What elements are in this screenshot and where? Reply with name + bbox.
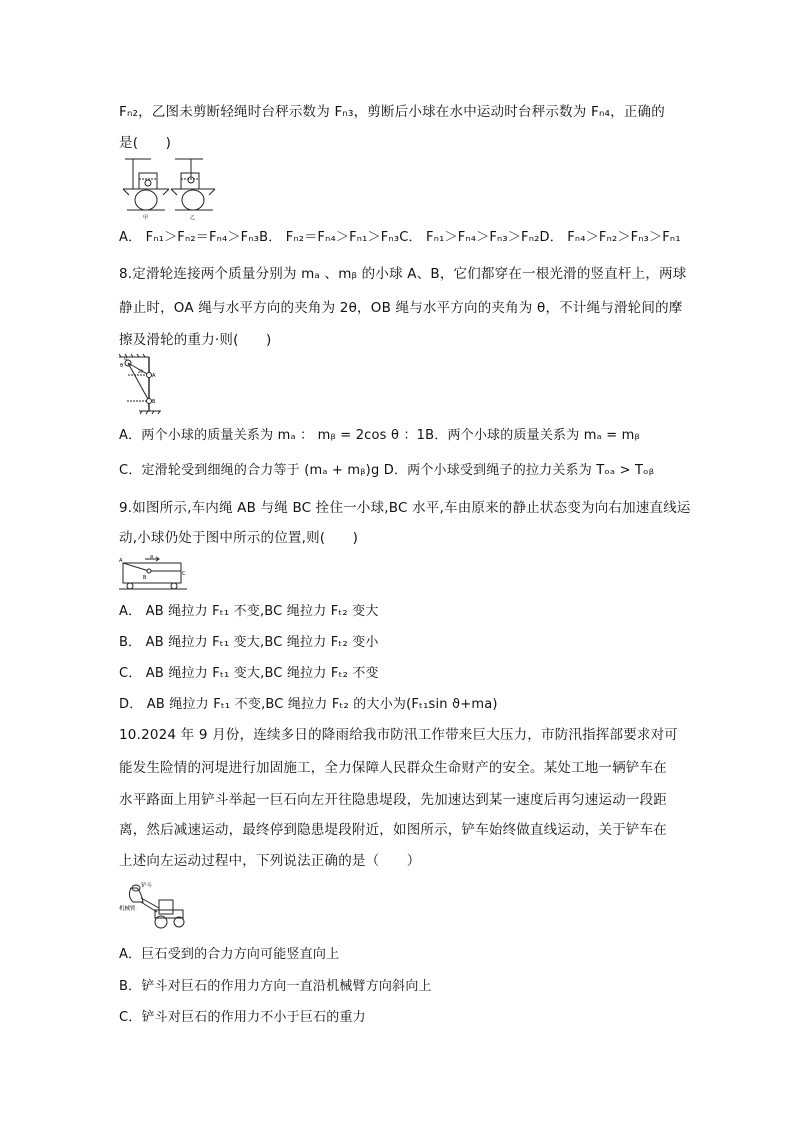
q8-label-b: B: [152, 399, 156, 405]
q8-options-cd: C．定滑轮受到细绳的合力等于 (mₐ + mᵦ)g D．两个小球受到绳子的拉力关系为 Tₒₐ > Tₒᵦ: [119, 463, 655, 478]
q10-option-a: A．巨石受到的合力方向可能竖直向上: [119, 947, 340, 962]
q7-stem-line-1: Fₙ₂，乙图未剪断轻绳时台秤示数为 Fₙ₃，剪断后小球在水中运动时台秤示数为 Fₙ₄，正确的: [119, 104, 665, 120]
q10-option-b: B．铲斗对巨石的作用力方向一直沿机械臂方向斜向上: [119, 979, 432, 994]
q9-rope-ab: [123, 563, 149, 571]
q7-scale-right: [171, 159, 215, 210]
q8-ball-b: [147, 399, 152, 404]
q10-label-bucket: 铲斗: [141, 883, 153, 889]
q8-options-ab: A．两个小球的质量关系为 mₐ ： mᵦ = 2cos θ ：1B．两个小球的质量关系为 mₐ = mᵦ: [119, 428, 640, 443]
q8-ball-a: [147, 373, 152, 378]
q8-stem-line-1: 8.定滑轮连接两个质量分别为 mₐ 、mᵦ 的小球 A、B，它们都穿在一根光滑的竖直杆上，两球: [119, 266, 687, 282]
q8-label-a: A: [152, 373, 156, 379]
q8-label-2theta: 2θ: [138, 369, 143, 374]
q7-options: A． Fₙ₁＞Fₙ₂＝Fₙ₄＞Fₙ₃B． Fₙ₂＝Fₙ₄＞Fₙ₁＞Fₙ₃C． Fₙ₁＞Fₙ₄＞Fₙ₃＞Fₙ₂D． Fₙ₄＞Fₙ₂＞Fₙ₃＞Fₙ₁: [119, 230, 681, 245]
q9-figure: [119, 553, 189, 593]
q10-bucket: [129, 888, 143, 902]
q7-fig-label-yi: 乙: [190, 215, 196, 221]
q9-option-a: A． AB 绳拉力 Fₜ₁ 不变,BC 绳拉力 Fₜ₂ 变大: [119, 604, 379, 619]
q9-option-b: B． AB 绳拉力 Fₜ₁ 变大,BC 绳拉力 Fₜ₂ 变小: [119, 635, 379, 650]
q9-wheel-left: [127, 583, 133, 589]
q10-mechanical-arm: [141, 898, 159, 908]
q9-ball: [147, 569, 151, 573]
q10-stem-line-1: 10.2024 年 9 月份，连续多日的降雨给我市防汛工作带来巨大压力，市防汛指挥部要求对可: [119, 727, 678, 743]
q9-wheel-right: [171, 583, 177, 589]
q9-label-b: B: [143, 575, 147, 581]
q10-option-c: C．铲斗对巨石的作用力不小于巨石的重力: [119, 1010, 366, 1025]
q8-stem-line-2: 静止时，OA 绳与水平方向的夹角为 2θ，OB 绳与水平方向的夹角为 θ，不计绳与滑轮间的摩: [119, 300, 683, 316]
q9-label-c: C: [182, 571, 186, 577]
q9-option-d: D． AB 绳拉力 Fₜ₁ 不变,BC 绳拉力 Fₜ₂ 的大小为(Fₜ₁sin ϑ+ma): [119, 697, 498, 712]
q10-label-arm: 机械臂: [119, 906, 136, 912]
q7-fig-label-jia: 甲: [143, 215, 149, 221]
q10-cab: [159, 900, 173, 914]
q8-figure: [119, 353, 169, 415]
q10-stem-line-4: 离，然后减速运动，最终停到隐患堤段附近，如图所示，铲车始终做直线运动，关于铲车在: [119, 822, 667, 838]
q9-label-a: A: [119, 558, 123, 564]
q9-option-c: C． AB 绳拉力 Fₜ₁ 变大,BC 绳拉力 Fₜ₂ 不变: [119, 666, 379, 681]
q8-label-o: O: [124, 356, 128, 361]
q9-label-acc: a: [150, 554, 154, 560]
q9-stem-line-2: 动,小球仍处于图中所示的位置,则( ): [119, 530, 359, 546]
q10-figure: [119, 880, 189, 930]
q7-figure: [119, 155, 219, 221]
q10-stem-line-5: 上述向左运动过程中，下列说法正确的是（ ）: [119, 853, 421, 869]
q8-label-theta: θ: [120, 363, 124, 369]
q8-stem-line-3: 擦及滑轮的重力·则( ): [119, 332, 272, 348]
q7-stem-line-2: 是( ): [119, 135, 172, 151]
q10-stem-line-3: 水平路面上用铲斗举起一巨石向左开往隐患堤段，先加速达到某一速度后再匀速运动一段距: [119, 792, 667, 808]
q7-scale-left: [123, 159, 169, 210]
q10-stem-line-2: 能发生险情的河堤进行加固施工，全力保障人民群众生命财产的安全。某处工地一辆铲车在: [119, 760, 667, 776]
q9-stem-line-1: 9.如图所示,车内绳 AB 与绳 BC 拴住一小球,BC 水平,车由原来的静止状态变为向右加速直线运: [119, 500, 691, 516]
